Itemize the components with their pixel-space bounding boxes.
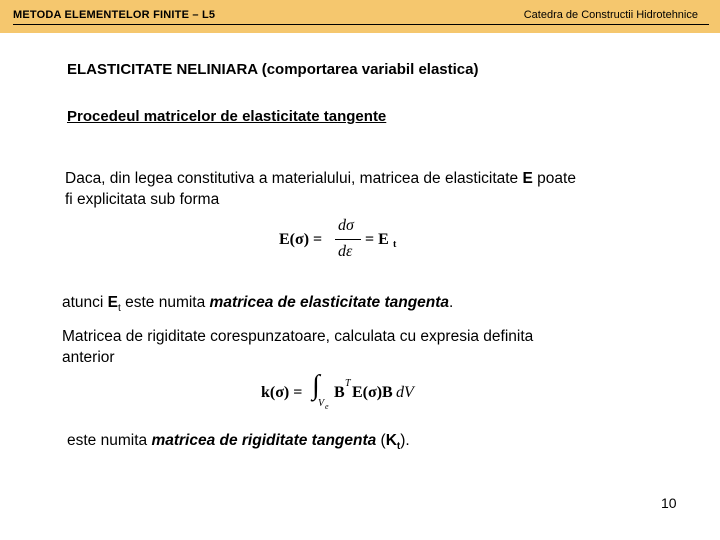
paragraph1-text-end: poate — [532, 170, 576, 187]
paragraph-tangent-matrix-definition — [62, 292, 662, 319]
term-tangent-stiffness-matrix: matricea de rigiditate tangenta — [151, 432, 377, 449]
course-title: METODA ELEMENTELOR FINITE – L5 — [13, 9, 216, 21]
eq1-rhs-subscript: t — [393, 239, 397, 250]
Et-symbol: E — [107, 294, 119, 311]
page-number: 10 — [661, 495, 677, 511]
eq1-numerator: dσ — [338, 217, 354, 234]
term-tangent-elasticity-matrix: matricea de elasticitate tangenta — [209, 294, 450, 311]
slide-subtitle: Procedeul matricelor de elasticitate tangente — [67, 108, 387, 125]
eq1-rhs: = E — [365, 231, 389, 248]
paragraph3-line1: Matricea de rigiditate corespunzatoare, calculata cu expresia definita — [62, 328, 534, 345]
eq2-E-B: E(σ)B — [352, 384, 393, 401]
eq1-lhs: E(σ) = — [279, 231, 323, 248]
paragraph-constitutive-law — [65, 168, 665, 210]
header-divider — [13, 24, 709, 25]
Et-subscript: t — [118, 303, 121, 315]
paragraph2-mid: este numita — [120, 294, 210, 311]
matrix-E-symbol: E — [522, 170, 533, 187]
eq2-dV: dV — [396, 384, 414, 401]
paragraph4-mid: ( — [376, 432, 386, 449]
equation-tangent-stiffness — [258, 370, 414, 414]
integral-domain: V — [318, 398, 325, 409]
header-bar — [0, 0, 720, 33]
eq2-transpose: T — [345, 378, 351, 389]
slide-title: ELASTICITATE NELINIARA (comportarea variabil elastica) — [67, 61, 479, 78]
eq1-denominator: dε — [338, 243, 353, 260]
paragraph4-end: ). — [400, 432, 410, 449]
paragraph2-end: . — [449, 294, 454, 311]
paragraph1-text: Daca, din legea constitutiva a materialului, matricea de elasticitate — [65, 170, 523, 187]
paragraph4-text: este numita — [67, 432, 152, 449]
Kt-symbol: K — [385, 432, 397, 449]
equation-tangent-elasticity — [275, 215, 405, 265]
paragraph2-text: atunci — [62, 294, 108, 311]
paragraph3-line2: anterior — [62, 349, 115, 366]
eq2-lhs: k(σ) = — [261, 384, 303, 401]
eq2-B: B — [334, 384, 345, 401]
integral-domain-subscript: e — [325, 402, 329, 411]
eq1-fraction-bar — [335, 239, 361, 240]
Kt-subscript: t — [396, 441, 401, 453]
department-name: Catedra de Constructii Hidrotehnice — [523, 9, 698, 21]
paragraph-tangent-stiffness-definition — [67, 430, 667, 457]
paragraph1-line2: fi explicitata sub forma — [65, 191, 220, 208]
integral-symbol: ∫ — [312, 370, 320, 401]
paragraph-stiffness-matrix — [62, 326, 656, 368]
